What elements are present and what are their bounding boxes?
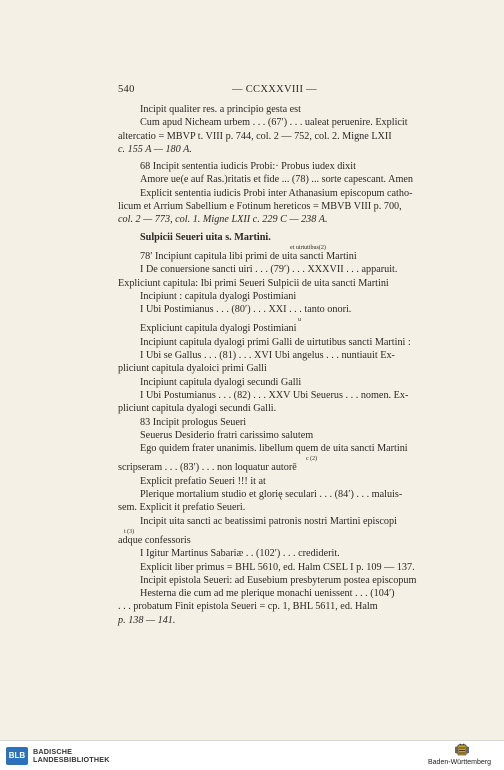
text-line: adque confessoris	[118, 534, 191, 546]
text-line: 78′ Incipiunt capitula libi primi de uita sancti Martini	[140, 250, 357, 262]
text-line: I Ubi Postumianus . . . (82) . . . XXV Ubi Seuerus . . . nomen. Ex-	[140, 389, 409, 401]
text-line: Plerique mortalium studio et glorię seculari . . . (84′) . . . maluis-	[140, 489, 403, 501]
text-line: altercatio = MBVP t. VIII p. 744, col. 2 — 752, col. 2. Migne LXII	[118, 130, 392, 142]
text-line: Incipit epistola Seueri: ad Eusebium presbyterum postea episcopum	[140, 574, 417, 586]
text-line: . . . probatum Finit epistola Seueri = cp. 1, BHL 5611, ed. Halm	[118, 601, 378, 613]
text-line: Incipit qualiter res. a principio gesta est	[140, 104, 301, 115]
text-line: 68 Incipit sententia iudicis Probi:· Probus iudex dixit	[140, 161, 356, 173]
page-body	[118, 103, 455, 627]
text-line: I De conuersione sancti uiri . . . (79′) . . . XXXVII . . . apparuit.	[140, 264, 398, 276]
text-line: c. 155 A — 180 A.	[118, 143, 192, 155]
text-line: licum et Arrium Sabellium e Fotinum hereticos = MBVB VIII p. 700,	[118, 201, 402, 213]
footer-bar	[0, 740, 504, 770]
library-name-line2: LANDESBIBLIOTHEK	[33, 755, 110, 764]
text-line: Incipiunt capitula dyalogi primi Galli de uirtutibus sancti Martini :	[140, 336, 411, 348]
text-line: Amore ue(e auf Ras.)ritatis et fide ... (78) ... sorte capescant. Amen	[140, 174, 413, 186]
section-heading: Sulpicii Seueri uita s. Martini.	[140, 231, 271, 243]
coat-of-arms-icon	[454, 743, 470, 757]
text-line: I Igitur Martinus Sabariæ . . (102′) . . . crediderit.	[140, 548, 340, 560]
interlinear-note: et uirtutibus(2)	[290, 244, 326, 251]
blb-logo: BLB	[6, 747, 28, 765]
running-title: — CCXXXVIII —	[232, 84, 317, 95]
interlinear-note: u	[298, 317, 301, 324]
text-line: Explicit sententia iudicis Probi inter Athanasium episcopum catho-	[140, 187, 413, 199]
interlinear-note: c (2)	[306, 456, 318, 463]
text-line: Seuerus Desiderio fratri carissimo salutem	[140, 429, 314, 441]
library-name	[33, 748, 110, 764]
text-line: Hesterna die cum ad me plerique monachi uenissent . . . (104′)	[140, 588, 395, 600]
text-line: Explicit liber primus = BHL 5610, ed. Halm CSEL I p. 109 — 137.	[140, 561, 415, 573]
text-line: Expliciunt capitula dyalogi Postimiani	[140, 323, 297, 335]
text-line: 83 Incipit prologus Seueri	[140, 416, 247, 428]
text-line: Cum apud Nicheam urbem . . . (67′) . . . ualeat peruenire. Explicit	[140, 117, 408, 129]
library-name-line1: BADISCHE	[33, 747, 73, 756]
text-line: Incipiunt capitula dyalogi secundi Galli	[140, 376, 302, 388]
interlinear-note: t (3)	[124, 528, 135, 535]
text-line: p. 138 — 141.	[118, 614, 176, 626]
text-line: scripseram . . . (83′) . . . non loquatur autorē	[118, 462, 297, 474]
text-line: Incipit uita sancti ac beatissimi patronis nostri Martini episcopi	[140, 515, 397, 527]
text-line: col. 2 — 773, col. 1. Migne LXII c. 229 C — 238 A.	[118, 214, 328, 226]
text-line: Expliciunt capitula: Ibi primi Seueri Sulpicii de uita sancti Martini	[118, 277, 389, 289]
state-name: Baden-Württemberg	[428, 759, 492, 766]
text-line: sem. Explicit it prefatio Seueri.	[118, 502, 246, 514]
text-line: I Ubi se Gallus . . . (81) . . . XVI Ubi angelus . . . nuntiauit Ex-	[140, 350, 395, 362]
text-line: Incipiunt : capitula dyalogi Postimiani	[140, 290, 297, 302]
text-line: I Ubi Postimianus . . . (80′) . . . XXI . . . tanto onori.	[140, 304, 352, 316]
text-line: pliciunt capitula dyalogi secundi Galli.	[118, 403, 277, 415]
page-number: 540	[118, 84, 135, 95]
text-line: Ego quidem frater unanimis. libellum quem de uita sancti Martini	[140, 443, 408, 455]
text-line: pliciunt capitula dyaloici primi Galli	[118, 363, 267, 375]
text-line: Explicit prefatio Seueri !!! it at	[140, 475, 266, 487]
